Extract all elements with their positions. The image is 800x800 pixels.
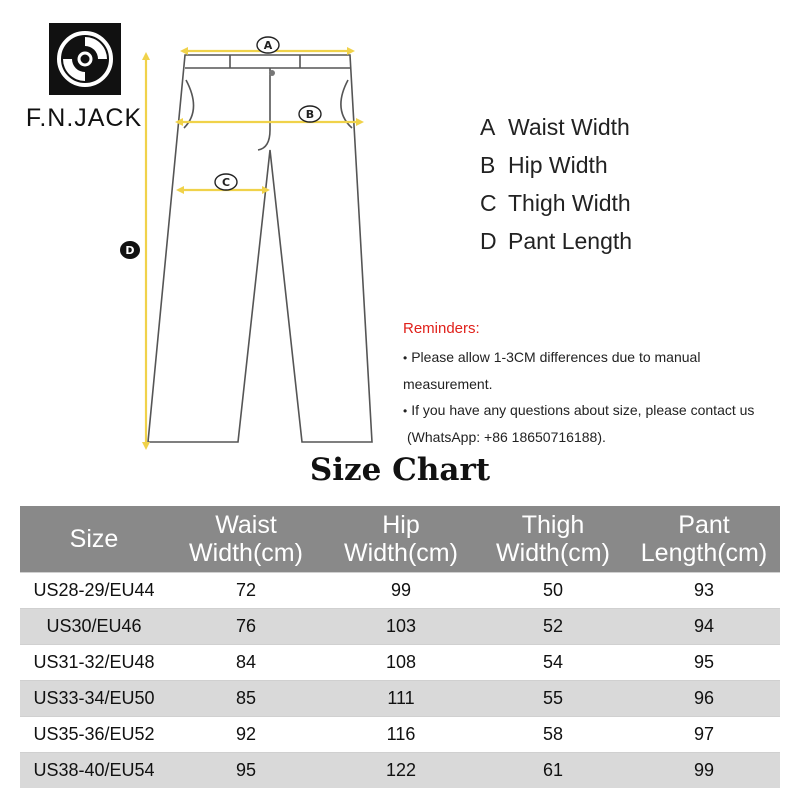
- table-row: [20, 645, 780, 681]
- cell-length: 96: [628, 681, 780, 717]
- legend-label: Hip Width: [508, 152, 608, 178]
- cell-thigh: 54: [478, 645, 628, 681]
- cell-thigh: 50: [478, 573, 628, 609]
- cell-size: US30/EU46: [20, 609, 168, 645]
- cell-hip: 99: [324, 573, 478, 609]
- reminders-title: Reminders:: [403, 320, 480, 337]
- cell-waist: 92: [168, 717, 324, 753]
- cell-hip: 122: [324, 753, 478, 789]
- cell-thigh: 52: [478, 609, 628, 645]
- cell-waist: 72: [168, 573, 324, 609]
- legend-label: Waist Width: [508, 114, 630, 140]
- reminder-line: • Please allow 1-3CM differences due to manual: [403, 344, 798, 371]
- legend-item: [480, 150, 632, 188]
- reminder-line: measurement.: [403, 376, 493, 392]
- cell-waist: 76: [168, 609, 324, 645]
- reminder-line: (WhatsApp: +86 18650716188).: [407, 429, 606, 445]
- brand-name: F.N.JACK: [25, 104, 143, 132]
- cell-waist: 95: [168, 753, 324, 789]
- svg-text:D: D: [125, 244, 135, 257]
- cell-size: US35-36/EU52: [20, 717, 168, 753]
- cell-length: 95: [628, 645, 780, 681]
- header-length: Pant Length(cm): [628, 506, 780, 573]
- marker-b: [299, 106, 321, 122]
- marker-d: [120, 241, 140, 259]
- table-row: [20, 717, 780, 753]
- legend-label: Thigh Width: [508, 190, 631, 216]
- header-thigh: Thigh Width(cm): [478, 506, 628, 573]
- legend-letter: B: [480, 152, 496, 178]
- cell-size: US31-32/EU48: [20, 645, 168, 681]
- header-waist: Waist Width(cm): [168, 506, 324, 573]
- header-size: Size: [20, 506, 168, 573]
- cell-hip: 116: [324, 717, 478, 753]
- legend-label: Pant Length: [508, 228, 633, 254]
- legend-item: [480, 188, 632, 226]
- legend-item: [480, 226, 632, 264]
- table-header-row: [20, 506, 780, 573]
- marker-a: [257, 37, 279, 53]
- svg-text:A: A: [263, 39, 273, 52]
- cell-length: 93: [628, 573, 780, 609]
- size-table: [20, 506, 780, 788]
- table-row: [20, 609, 780, 645]
- reminders: [403, 316, 798, 450]
- cell-length: 97: [628, 717, 780, 753]
- cell-length: 99: [628, 753, 780, 789]
- legend-letter: C: [480, 190, 497, 216]
- cell-hip: 108: [324, 645, 478, 681]
- legend-item: [480, 112, 632, 150]
- cell-hip: 103: [324, 609, 478, 645]
- svg-text:B: B: [305, 108, 315, 121]
- cell-hip: 111: [324, 681, 478, 717]
- legend-letter: D: [480, 228, 497, 254]
- table-row: [20, 681, 780, 717]
- header-hip: Hip Width(cm): [324, 506, 478, 573]
- size-chart-title: Size Chart: [309, 452, 491, 488]
- cell-waist: 84: [168, 645, 324, 681]
- cell-length: 94: [628, 609, 780, 645]
- cell-size: US38-40/EU54: [20, 753, 168, 789]
- pants-diagram: [110, 30, 390, 450]
- cell-thigh: 55: [478, 681, 628, 717]
- cell-size: US28-29/EU44: [20, 573, 168, 609]
- table-row: [20, 573, 780, 609]
- cell-thigh: 61: [478, 753, 628, 789]
- cell-thigh: 58: [478, 717, 628, 753]
- reminder-line: • If you have any questions about size, please contact us: [403, 397, 798, 424]
- svg-text:C: C: [221, 176, 231, 189]
- legend-letter: A: [480, 114, 496, 140]
- table-row: [20, 753, 780, 789]
- measurement-legend: [480, 112, 632, 264]
- cell-size: US33-34/EU50: [20, 681, 168, 717]
- marker-c: [215, 174, 237, 190]
- cell-waist: 85: [168, 681, 324, 717]
